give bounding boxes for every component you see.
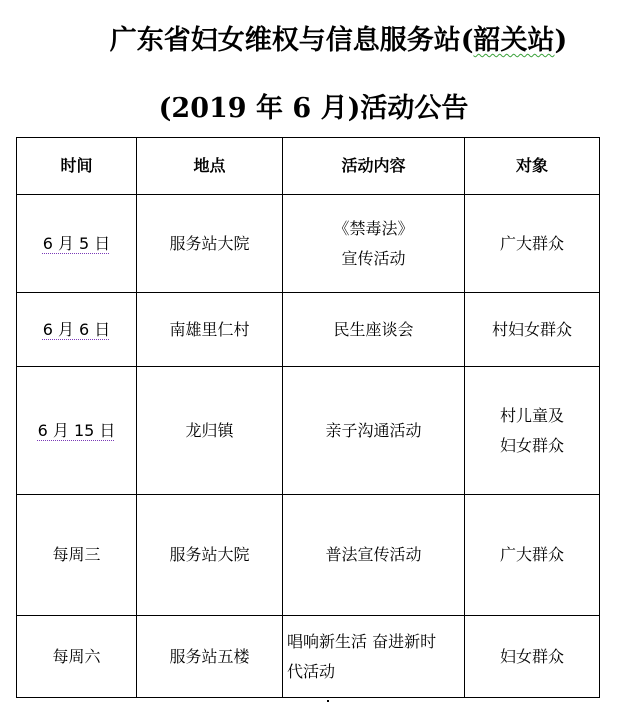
cell-content	[283, 195, 465, 293]
cell-time	[17, 367, 137, 495]
content-line: 普法宣传活动	[325, 545, 422, 564]
target-line: 妇女群众	[499, 435, 564, 455]
page-title	[0, 18, 627, 57]
time-text: 6 月 5 日	[42, 233, 111, 253]
title-main: 广东省妇女维权与信息服务站(	[109, 25, 474, 56]
table-row	[17, 293, 600, 367]
target-line: 广大群众	[499, 545, 564, 564]
cell-content	[283, 367, 465, 495]
table-row	[17, 495, 600, 616]
cell-place: 龙归镇	[137, 367, 283, 495]
cell-target	[465, 495, 600, 616]
activity-table	[16, 137, 600, 698]
cell-time	[17, 293, 137, 367]
page-subtitle: (2019 年 6 月)活动公告	[158, 93, 469, 124]
cell-target	[465, 195, 600, 293]
cell-content	[283, 293, 465, 367]
cell-place: 南雄里仁村	[137, 293, 283, 367]
header-time: 时间	[17, 138, 137, 195]
header-target: 对象	[465, 138, 600, 195]
cell-place: 服务站大院	[137, 195, 283, 293]
cell-target	[465, 367, 600, 495]
time-text: 6 月 15 日	[37, 420, 116, 440]
content-line: 宣传活动	[341, 248, 406, 268]
cell-time: 每周三	[17, 495, 137, 616]
content-line: 唱响新生活 奋进新时	[287, 631, 437, 651]
table-header-row	[17, 138, 600, 195]
time-text: 6 月 6 日	[42, 319, 111, 339]
table-row	[17, 367, 600, 495]
table-row	[17, 195, 600, 293]
target-line: 广大群众	[499, 233, 564, 253]
cell-time	[17, 195, 137, 293]
content-line: 《禁毒法》	[333, 218, 414, 238]
cell-content	[283, 616, 465, 698]
cell-place: 服务站大院	[137, 495, 283, 616]
content-line: 民生座谈会	[333, 319, 414, 339]
stray-dot	[327, 700, 329, 702]
cell-target	[465, 293, 600, 367]
content-line: 代活动	[287, 661, 336, 681]
content-line: 亲子沟通活动	[325, 420, 422, 440]
cell-place: 服务站五楼	[137, 616, 283, 698]
target-line: 村儿童及	[499, 405, 564, 425]
header-place: 地点	[137, 138, 283, 195]
target-line: 妇女群众	[499, 646, 564, 666]
cell-content	[283, 495, 465, 616]
cell-time: 每周六	[17, 616, 137, 698]
header-content: 活动内容	[283, 138, 465, 195]
cell-target	[465, 616, 600, 698]
target-line: 村妇女群众	[491, 319, 572, 339]
table-row	[17, 616, 600, 698]
title-close-paren: )	[554, 25, 568, 56]
title-station-name: 韶关站	[473, 25, 555, 56]
